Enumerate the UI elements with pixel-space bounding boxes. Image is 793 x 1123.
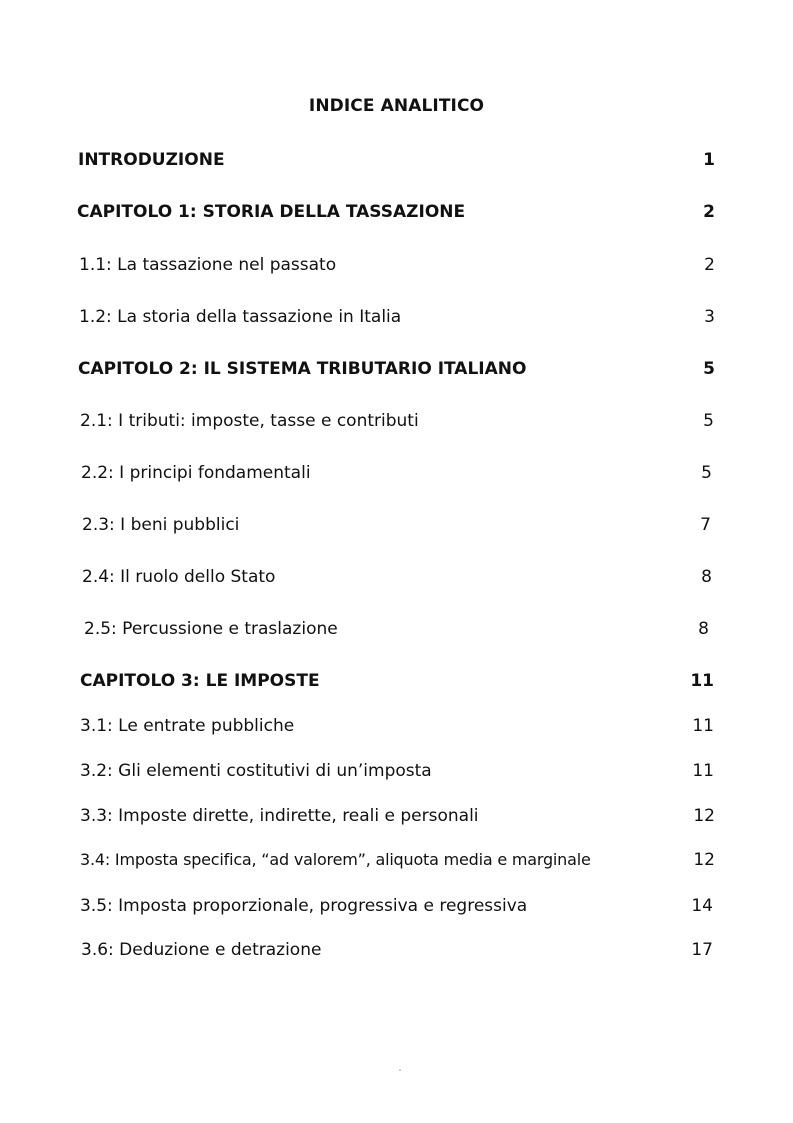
toc-entry-label: 3.4: Imposta specifica, “ad valorem”, aliquota media e marginale [80, 850, 591, 869]
toc-entry-page: 12 [693, 850, 715, 870]
toc-entry-page: 11 [690, 671, 714, 691]
toc-entry-page: 12 [693, 806, 715, 826]
toc-entry-label: 2.5: Percussione e traslazione [84, 619, 338, 639]
toc-entry-label: CAPITOLO 3: LE IMPOSTE [80, 671, 320, 691]
toc-entry-label: 3.1: Le entrate pubbliche [80, 716, 295, 736]
toc-entry-label: 3.2: Gli elementi costitutivi di un’imposta [80, 761, 432, 781]
toc-entry-page: 2 [704, 255, 715, 275]
toc-entry-page: 1 [703, 150, 715, 170]
toc-entry-page: 5 [703, 359, 715, 379]
footer-mark [399, 1069, 401, 1071]
toc-entry-label: 3.5: Imposta proporzionale, progressiva e regressiva [80, 896, 528, 916]
toc-entry-label: 1.2: La storia della tassazione in Italia [79, 307, 402, 327]
toc-entry-page: 11 [692, 716, 714, 736]
toc-entry-label: INTRODUZIONE [78, 150, 225, 170]
toc-entry-page: 5 [701, 463, 712, 483]
toc-entry-page: 7 [700, 515, 711, 535]
toc-entry-page: 17 [691, 940, 713, 960]
page-title: INDICE ANALITICO [308, 96, 485, 116]
toc-entry-label: 2.4: Il ruolo dello Stato [82, 567, 276, 587]
toc-entry-page: 2 [703, 202, 715, 222]
toc-entry-label: 3.3: Imposte dirette, indirette, reali e personali [80, 806, 479, 826]
toc-entry-label: 2.2: I principi fondamentali [81, 463, 311, 483]
toc-entry-label: 1.1: La tassazione nel passato [79, 255, 337, 275]
toc-entry-label: 3.6: Deduzione e detrazione [81, 940, 322, 960]
toc-entry-label: 2.3: I beni pubblici [82, 515, 240, 535]
toc-entry-page: 11 [692, 761, 714, 781]
toc-entry-page: 14 [691, 896, 713, 916]
toc-entry-page: 3 [704, 307, 715, 327]
toc-entry-label: CAPITOLO 1: STORIA DELLA TASSAZIONE [77, 202, 466, 222]
toc-entry-page: 5 [703, 411, 714, 431]
toc-entry-page: 8 [701, 567, 712, 587]
toc-entry-label: CAPITOLO 2: IL SISTEMA TRIBUTARIO ITALIANO [78, 359, 527, 379]
toc-entry-label: 2.1: I tributi: imposte, tasse e contributi [80, 411, 419, 431]
toc-entry-page: 8 [698, 619, 709, 639]
